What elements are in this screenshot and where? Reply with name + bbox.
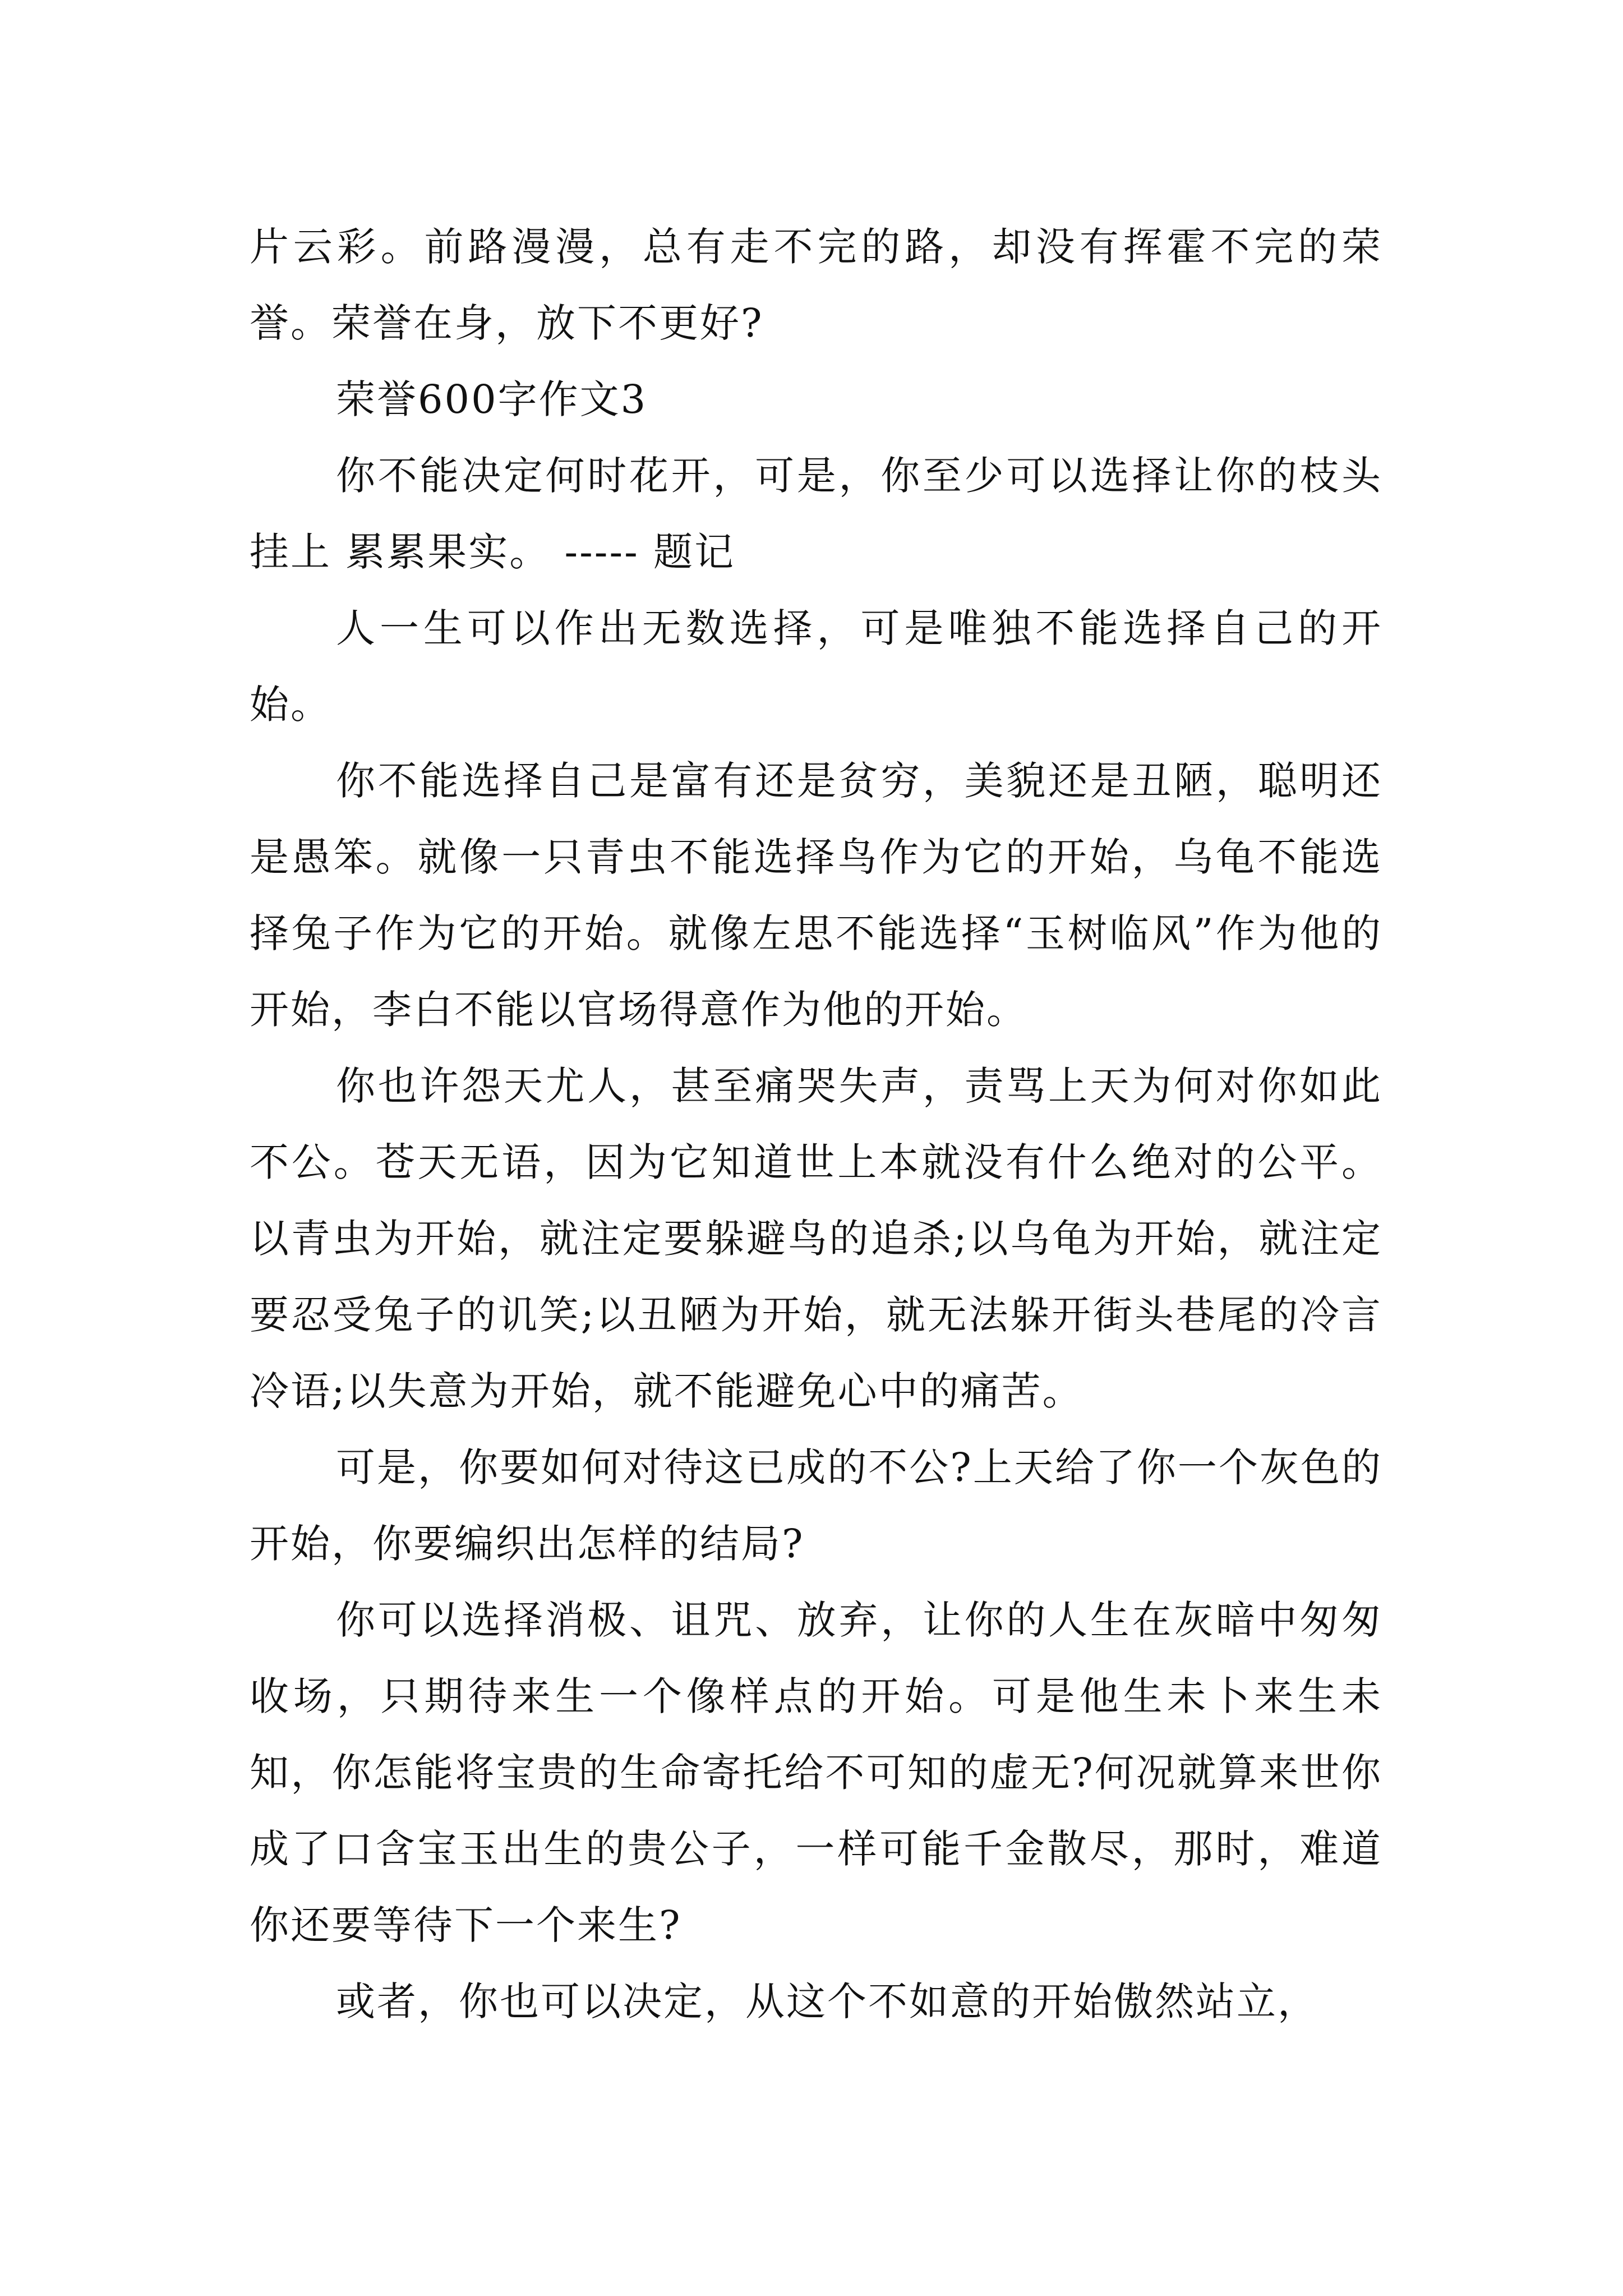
body-paragraph: 或者，你也可以决定，从这个不如意的开始傲然站立， [336,1978,1318,2024]
epigraph-paragraph: 你不能决定何时花开，可是，你至少可以选择让你的枝头挂上 累累果实。 ----- 题记 [250,453,1382,575]
body-paragraph: 你可以选择消极、诅咒、放弃，让你的人生在灰暗中匆匆收场，只期待来生一个像样点的开始。可是他生未卜来生未知，你怎能将宝贵的生命寄托给不可知的虚无?何况就算来世你成了口含宝玉出生的贵公子，一样可能千金散尽，那时，难道你还要等待下一个来生? [250,1597,1382,1948]
body-paragraph: 可是，你要如何对待这已成的不公?上天给了你一个灰色的开始，你要编织出怎样的结局? [250,1444,1382,1567]
essay-heading: 荣誉600字作文3 [336,376,648,422]
document-body [250,209,1382,2040]
body-paragraph: 你不能选择自己是富有还是贫穷，美貌还是丑陋，聪明还是愚笨。就像一只青虫不能选择鸟作为它的开始，乌龟不能选择兔子作为它的开始。就像左思不能选择“玉树临风”作为他的开始，李白不能以官场得意作为他的开始。 [250,758,1382,1033]
body-paragraph: 人一生可以作出无数选择，可是唯独不能选择自己的开始。 [250,605,1382,728]
body-paragraph: 你也许怨天尤人，甚至痛哭失声，责骂上天为何对你如此不公。苍天无语，因为它知道世上本就没有什么绝对的公平。以青虫为开始，就注定要躲避鸟的追杀;以乌龟为开始，就注定要忍受兔子的讥笑;以丑陋为开始，就无法躲开街头巷尾的冷言冷语;以失意为开始，就不能避免心中的痛苦。 [250,1063,1382,1414]
paragraph-continuation: 片云彩。前路漫漫，总有走不完的路，却没有挥霍不完的荣誉。荣誉在身，放下不更好? [250,224,1382,346]
